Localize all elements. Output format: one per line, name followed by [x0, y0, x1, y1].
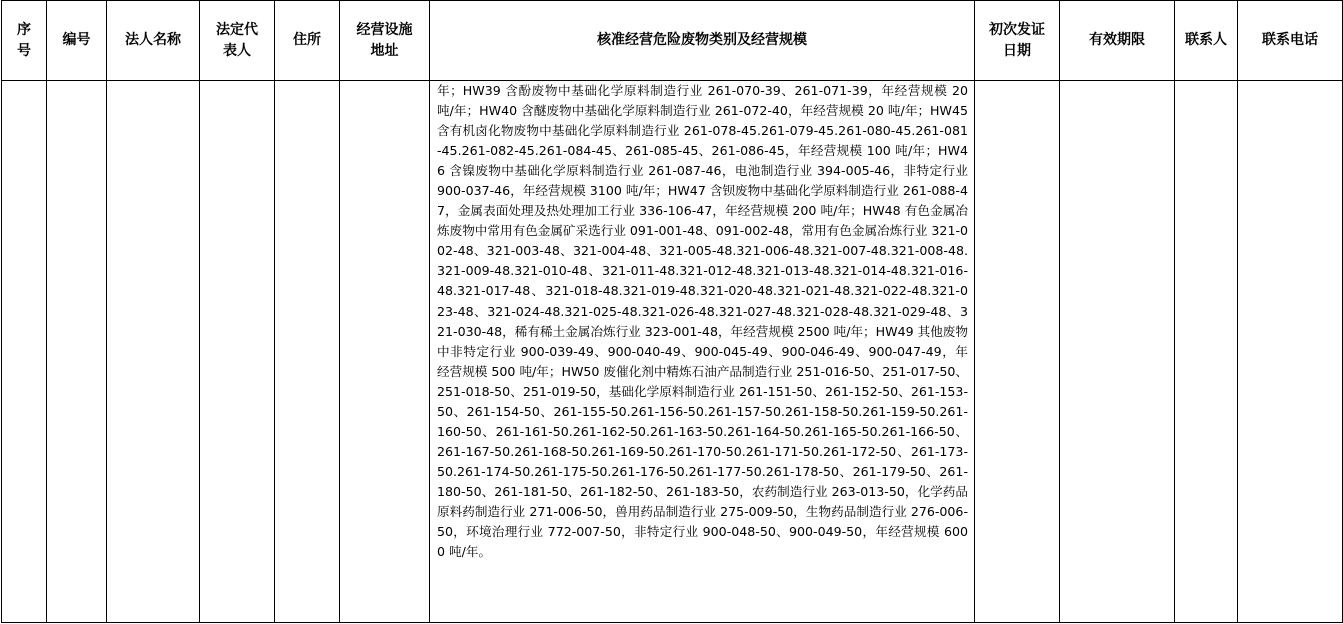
cell-facility-address	[340, 81, 430, 623]
cell-contact	[1175, 81, 1238, 623]
license-table	[1, 0, 1343, 623]
header-seq: 序号	[2, 1, 47, 81]
header-phone: 联系电话	[1238, 1, 1343, 81]
cell-scope	[430, 81, 975, 623]
header-legal-name: 法人名称	[107, 1, 200, 81]
scope-text: 年；HW39 含酚废物中基础化学原料制造行业 261-070-39、261-071-39，年经营规模 20 吨/年；HW40 含醚废物中基础化学原料制造行业 261-072-40，年经营规模 20 吨/年；HW45 含有机卤化物废物中基础化学原料制造行业 261-078-45.261-079-45.261-080-45.261-081-45.261-082-45.261-084-45、261-085-45、261-086-45，年经营规模 100 吨/年；HW46 含镍废物中基础化学原料制造行业 261-087-46，电池制造行业 394-005-46，非特定行业 900-037-46，年经营规模 3100 吨/年；HW47 含钡废物中基础化学原料制造行业 261-088-47，金属表面处理及热处理加工行业 336-106-47，年经营规模 200 吨/年；HW48 有色金属冶炼废物中常用有色金属矿采选行业 091-001-48、091-002-48，常用有色金属冶炼行业 321-002-48、321-003-48、321-004-48、321-005-48.321-006-48.321-007-48.321-008-48.321-009-48.321-010-48、321-011-48.321-012-48.321-013-48.321-014-48.321-016-48.321-017-48、321-018-48.321-019-48.321-020-48.321-021-48.321-022-48.321-023-48、321-024-48.321-025-48.321-026-48.321-027-48.321-028-48.321-029-48、321-030-48，稀有稀土金属冶炼行业 323-001-48，年经营规模 2500 吨/年；HW49 其他废物中非特定行业 900-039-49、900-040-49、900-045-49、900-046-49、900-047-49，年经营规模 500 吨/年；HW50 废催化剂中精炼石油产品制造行业 251-016-50、251-017-50、251-018-50、251-019-50，基础化学原料制造行业 261-151-50、261-152-50、261-153-50、261-154-50、261-155-50.261-156-50.261-157-50.261-158-50.261-159-50.261-160-50、261-161-50.261-162-50.261-163-50.261-164-50.261-165-50.261-166-50、261-167-50.261-168-50.261-169-50.261-170-50.261-171-50.261-172-50、261-173-50.261-174-50.261-175-50.261-176-50.261-177-50.261-178-50、261-179-50、261-180-50、261-181-50、261-182-50、261-183-50，农药制造行业 263-013-50，化学药品原料药制造行业 271-006-50，兽用药品制造行业 275-009-50，生物药品制造行业 276-006-50，环境治理行业 772-007-50，非特定行业 900-048-50、900-049-50，年经营规模 6000 吨/年。	[437, 83, 969, 560]
header-number: 编号	[47, 1, 107, 81]
cell-validity	[1060, 81, 1175, 623]
cell-number	[47, 81, 107, 623]
header-first-issue-date: 初次发证日期	[975, 1, 1060, 81]
cell-first-issue-date	[975, 81, 1060, 623]
cell-legal-name	[107, 81, 200, 623]
cell-legal-rep	[200, 81, 275, 623]
header-row	[2, 1, 1343, 81]
header-scope: 核准经营危险废物类别及经营规模	[430, 1, 975, 81]
header-validity: 有效期限	[1060, 1, 1175, 81]
header-facility-address: 经营设施地址	[340, 1, 430, 81]
cell-seq	[2, 81, 47, 623]
cell-residence	[275, 81, 340, 623]
header-legal-rep: 法定代表人	[200, 1, 275, 81]
header-contact: 联系人	[1175, 1, 1238, 81]
header-residence: 住所	[275, 1, 340, 81]
table-row	[2, 81, 1343, 623]
cell-phone	[1238, 81, 1343, 623]
